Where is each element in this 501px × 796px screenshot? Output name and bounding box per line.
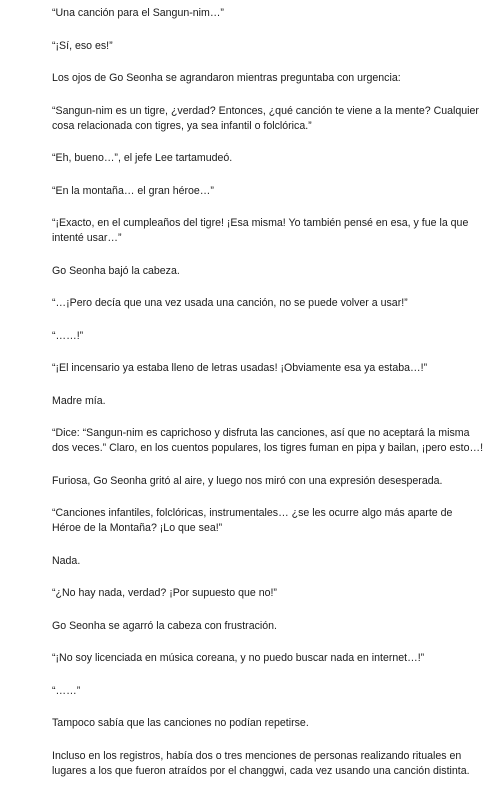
paragraph: “Una canción para el Sangun-nim…”	[52, 7, 224, 19]
paragraph: Go Seonha bajó la cabeza.	[52, 264, 180, 277]
paragraph: “Eh, bueno…”, el jefe Lee tartamudeó.	[52, 152, 233, 164]
paragraph: “Dice: “Sangun-nim es caprichoso y disfruta las canciones, así que no aceptará la misma dos veces.” Claro, en los cuentos populares, los tigres fuman en pipa y bailan, ¡pero esto…!	[52, 427, 484, 454]
paragraph: “¡Exacto, en el cumpleaños del tigre! ¡Esa misma! Yo también pensé en esa, y fue la que intenté usar…”	[52, 217, 469, 244]
paragraph: Nada.	[52, 554, 81, 567]
paragraph: “Sangun-nim es un tigre, ¿verdad? Entonces, ¿qué canción te viene a la mente? Cualquier cosa relacionada con tigres, ya sea infantil o folclórica.”	[52, 104, 479, 132]
paragraph: “¡El incensario ya estaba lleno de letras usadas! ¡Obviamente esa ya estaba…!”	[52, 362, 428, 374]
paragraph: “¡Sí, eso es!”	[52, 39, 113, 52]
paragraph: Furiosa, Go Seonha gritó al aire, y luego nos miró con una expresión desesperada.	[52, 474, 443, 487]
paragraph: Los ojos de Go Seonha se agrandaron mientras preguntaba con urgencia:	[52, 72, 401, 84]
paragraph: “Canciones infantiles, folclóricas, instrumentales… ¿se les ocurre algo más aparte de Héroe de la Montaña? ¡Lo que sea!”	[52, 507, 453, 534]
paragraph: Tampoco sabía que las canciones no podían repetirse.	[52, 717, 309, 729]
paragraph: Incluso en los registros, había dos o tres menciones de personas realizando rituales en lugares a los que fueron atraídos por el changgwi, cada vez usando una canción distinta.	[52, 749, 470, 777]
paragraph: “En la montaña… el gran héroe…”	[52, 184, 214, 197]
paragraph: “……!”	[52, 329, 84, 342]
paragraph: Madre mía.	[52, 394, 106, 407]
paragraph: Go Seonha se agarró la cabeza con frustración.	[52, 619, 277, 632]
document-page	[52, 6, 484, 796]
paragraph: “……”	[52, 684, 81, 697]
paragraph: “…¡Pero decía que una vez usada una canción, no se puede volver a usar!”	[52, 297, 408, 309]
paragraph: “¿No hay nada, verdad? ¡Por supuesto que no!”	[52, 587, 277, 599]
paragraph: “¡No soy licenciada en música coreana, y no puedo buscar nada en internet…!”	[52, 652, 425, 664]
